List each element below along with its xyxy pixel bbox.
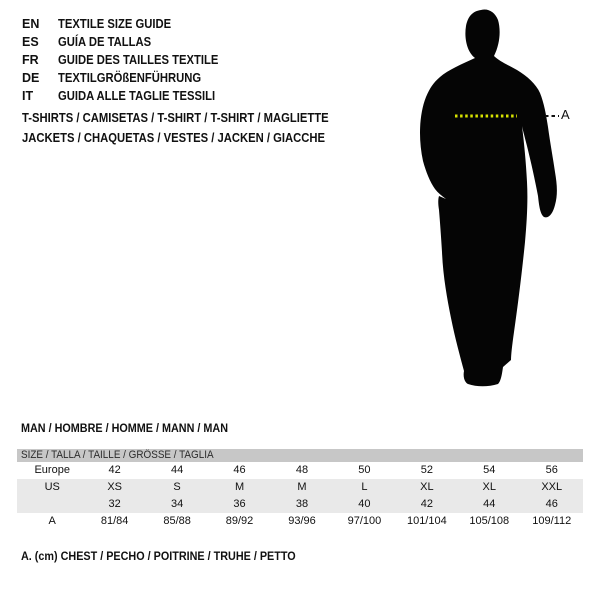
category-line bbox=[22, 128, 363, 148]
language-row bbox=[22, 51, 236, 69]
guide-title: GUIDE DES TAILLES TEXTILE bbox=[58, 53, 219, 67]
size-cell: 38 bbox=[295, 498, 309, 510]
size-cell: 81/84 bbox=[100, 515, 129, 527]
size-cell: 48 bbox=[295, 464, 309, 476]
measurement-footnote bbox=[21, 548, 326, 564]
section-title bbox=[21, 420, 251, 436]
row-label: Europe bbox=[34, 464, 70, 476]
size-cell: 40 bbox=[358, 498, 371, 510]
language-code: DE bbox=[22, 71, 40, 85]
guide-title: TEXTILGRÖßENFÜHRUNG bbox=[58, 71, 202, 85]
size-cell: 56 bbox=[545, 464, 558, 476]
size-cell: 105/108 bbox=[469, 515, 510, 527]
size-table-header-text: SIZE / TALLA / TAILLE / GRÖSSE / TAGLIA bbox=[21, 449, 214, 461]
language-code: ES bbox=[22, 35, 39, 49]
row-label bbox=[17, 496, 83, 513]
size-cell: 89/92 bbox=[225, 515, 254, 527]
table-row-us bbox=[17, 479, 583, 496]
size-cell: M bbox=[297, 481, 307, 493]
size-cell: M bbox=[234, 481, 245, 493]
man-silhouette-path bbox=[420, 9, 557, 386]
size-cell: 46 bbox=[233, 464, 246, 476]
size-cell: 101/104 bbox=[406, 515, 447, 527]
guide-title: GUIDA ALLE TAGLIE TESSILI bbox=[58, 89, 216, 103]
size-cell: XS bbox=[107, 481, 122, 493]
section-title-text: MAN / HOMBRE / HOMME / MANN / MAN bbox=[21, 421, 228, 435]
size-cell: 109/112 bbox=[532, 515, 572, 527]
man-silhouette-svg bbox=[380, 0, 600, 420]
row-label: US bbox=[44, 481, 60, 493]
language-row bbox=[22, 69, 236, 87]
size-cell: 46 bbox=[545, 498, 558, 510]
size-cell: 42 bbox=[420, 498, 433, 510]
size-cell: 36 bbox=[233, 498, 246, 510]
size-cell: 93/96 bbox=[288, 515, 316, 527]
size-cell: XL bbox=[482, 481, 497, 493]
table-row-europe bbox=[17, 462, 583, 479]
size-cell: XL bbox=[420, 481, 434, 493]
table-row-us-numeric bbox=[17, 496, 583, 513]
size-table-header bbox=[17, 449, 583, 462]
language-row bbox=[22, 33, 236, 51]
row-label: A bbox=[48, 515, 56, 527]
language-code: FR bbox=[22, 53, 39, 67]
language-code: EN bbox=[22, 17, 40, 31]
size-cell: 50 bbox=[358, 464, 371, 476]
size-cell: 32 bbox=[108, 498, 121, 510]
size-cell: 97/100 bbox=[347, 515, 382, 527]
category-list bbox=[22, 108, 363, 148]
size-cell: 52 bbox=[420, 464, 433, 476]
guide-title: TEXTILE SIZE GUIDE bbox=[58, 17, 172, 31]
size-cell: 85/88 bbox=[163, 515, 191, 527]
size-cell: XXL bbox=[541, 481, 563, 493]
category-line bbox=[22, 108, 363, 128]
size-cell: 34 bbox=[170, 498, 184, 510]
measurement-footnote-text: A. (cm) CHEST / PECHO / POITRINE / TRUHE / PETTO bbox=[21, 549, 296, 563]
size-cell: 42 bbox=[108, 464, 121, 476]
category-tshirts: T-SHIRTS / CAMISETAS / T-SHIRT / T-SHIRT / MAGLIETTE bbox=[22, 111, 329, 125]
size-cell: 44 bbox=[483, 498, 496, 510]
size-cell: L bbox=[361, 481, 368, 493]
man-silhouette-figure bbox=[380, 0, 600, 420]
size-cell: 44 bbox=[170, 464, 184, 476]
guide-title: GUÍA DE TALLAS bbox=[58, 35, 152, 49]
language-code: IT bbox=[22, 89, 34, 103]
language-row bbox=[22, 15, 236, 33]
measurement-label-a: A bbox=[561, 107, 570, 122]
language-row bbox=[22, 87, 236, 105]
size-table bbox=[17, 449, 583, 530]
size-cell: S bbox=[173, 481, 181, 493]
category-jackets: JACKETS / CHAQUETAS / VESTES / JACKEN / GIACCHE bbox=[22, 131, 325, 145]
size-cell: 54 bbox=[483, 464, 496, 476]
table-row-chest-a bbox=[17, 513, 583, 530]
language-title-list bbox=[22, 15, 236, 105]
